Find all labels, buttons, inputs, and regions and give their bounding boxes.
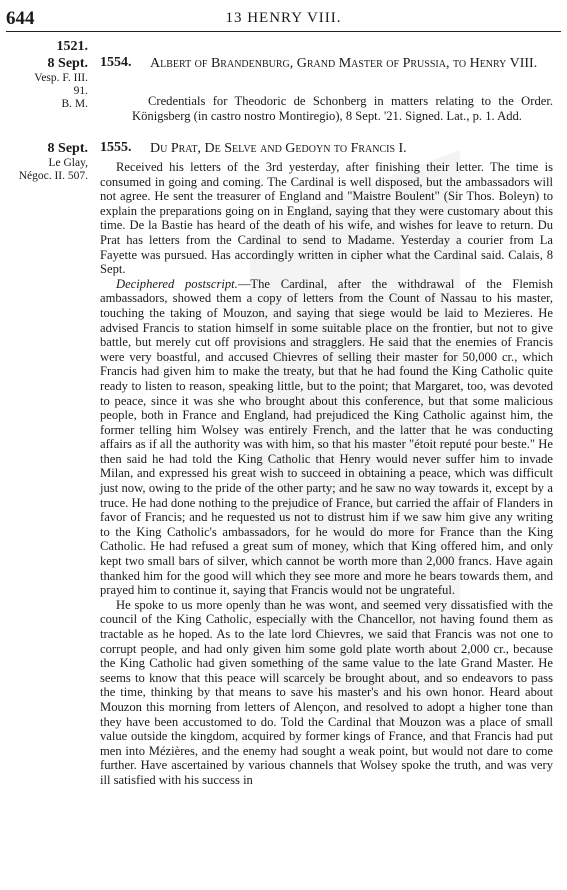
page-header: [6, 8, 561, 30]
postscript-label: Deciphered postscript.: [116, 276, 238, 291]
entry-source-ref: 91.: [73, 85, 88, 97]
entry-title: Albert of Brandenburg, Grand Master of Prussia, to Henry VIII.: [150, 56, 538, 71]
entry-source-ref: Le Glay,: [48, 157, 88, 169]
entry-date: 8 Sept.: [47, 56, 88, 71]
header-rule: [6, 31, 561, 32]
entry-number: 1554.: [100, 55, 132, 70]
entry-1555-margin: [6, 140, 88, 183]
entry-title: Du Prat, De Selve and Gedoyn to Francis I.: [150, 141, 407, 156]
entry-body: [100, 94, 553, 123]
entry-year: 1521.: [56, 39, 88, 54]
entry-number: 1555.: [100, 140, 132, 155]
running-head: 13 HENRY VIII.: [225, 10, 342, 26]
entry-source-ref: Vesp. F. III.: [34, 72, 88, 84]
entry-paragraph: Credentials for Theodoric de Schonberg in matters relating to the Order. Königsberg (in castro nostro Montiregio), 8 Sept. '21. Signed. Lat., p. 1. Add.: [132, 94, 553, 123]
entry-1554-margin: [6, 38, 88, 111]
entry-paragraph: He spoke to us more openly than he was wont, and seemed very dissatisfied with the council of the King Catholic, especially with the Chancellor, not having found them as tractable as he hoped. As to the late lord Chievres, we said that Francis was not one to corrupt people, and had only given him some gold plate worth about 2,000 cr., because the King Catholic had given something of the same value to the late Grand Master. He seems to know that this peace will scarcely be brought about, and so endeavors to pass the time, thinking by that means to save his master's and his own honor. Heard about Mouzon this morning from letters of Alençon, and resolved to adopt a higher tone than they have been accustomed to do. Told the Cardinal that Mouzon was a place of small value outside the kingdom, acquired by former kings of France, and that Francis had put men into Mézières, and the enemy had sought a weak point, but would not dare to come further. Have ascertained by various channels that Wolsey spoke the truth, and was very ill satisfied with his success in: [100, 597, 553, 787]
entry-paragraph: [100, 277, 553, 598]
entry-source-ref: Négoc. II. 507.: [18, 170, 88, 182]
page-number: 644: [6, 8, 35, 29]
postscript-text: —The Cardinal, after the withdrawal of the Flemish ambassadors, showed them a copy of letters from the Count of Nassau to his master, touching the taking of Mouzon, and saying that siege would be laid to Mezieres. He advised Francis to station himself in some suitable place on the frontier, but not to give battle, but merely cut off provisions and stragglers. He said that the enemies of Francis were very boastful, and accused Chievres of selling their master for 50,000 cr., which Francis had given him to make the treaty, but that he had found the King Catholic quite ready to listen to reason, speaking little, but to the point; that Margaret, too, was devoted to peace, since it was she who brought about this conference, but that some malicious people, both in France and England, had prejudiced the King Catholic against him, the former telling him Wolsey was entirely French, and the latter that he was conducting affairs as if all the authority was with him, so that his master "étoit reputé pour beste." He then said he had told the King Catholic that Henry would never suffer him to invade Milan, and expressed his great wish to succeed in obtaining a peace, which was difficult just now, owing to the pride of the other party; and he saw no way towards it, except by a truce. He had done nothing to the prejudice of France, but carried the affair of Flanders in favor of Francis; and he requested us not to distrust him if we saw him give any writing to the King Catholic's ambassadors, for he would do more for France than the King Catholic. He had refused a great sum of money, which that King offered him, and only kept two small bars of silver, which cannot be worth more than 2,000 francs. Have again thanked him for the good will which they see more and more he bears towards them, and prayed him to continue it, saying that Francis would not be ungrateful.: [100, 276, 553, 598]
entry-body: [100, 160, 553, 788]
entry-date: 8 Sept.: [47, 141, 88, 156]
entry-source-ref: B. M.: [61, 98, 88, 110]
entry-paragraph: Received his letters of the 3rd yesterday, after finishing their letter. The time is consumed in going and coming. The Cardinal is well disposed, but the ambassadors will not agree. He sent the treasurer of England and "Maistre Boulent" (Sir Thos. Boleyn) to explain the preparations going on in England, saying that they were customary about this time. De la Bastie has heard of the death of his wife, and wishes for leave to return. Du Prat has letters from the Cardinal to send to Madame. Yesterday a courier from La Fayette was pursued. Has accordingly written in cipher what the Cardinal said. Calais, 8 Sept.: [100, 160, 553, 277]
